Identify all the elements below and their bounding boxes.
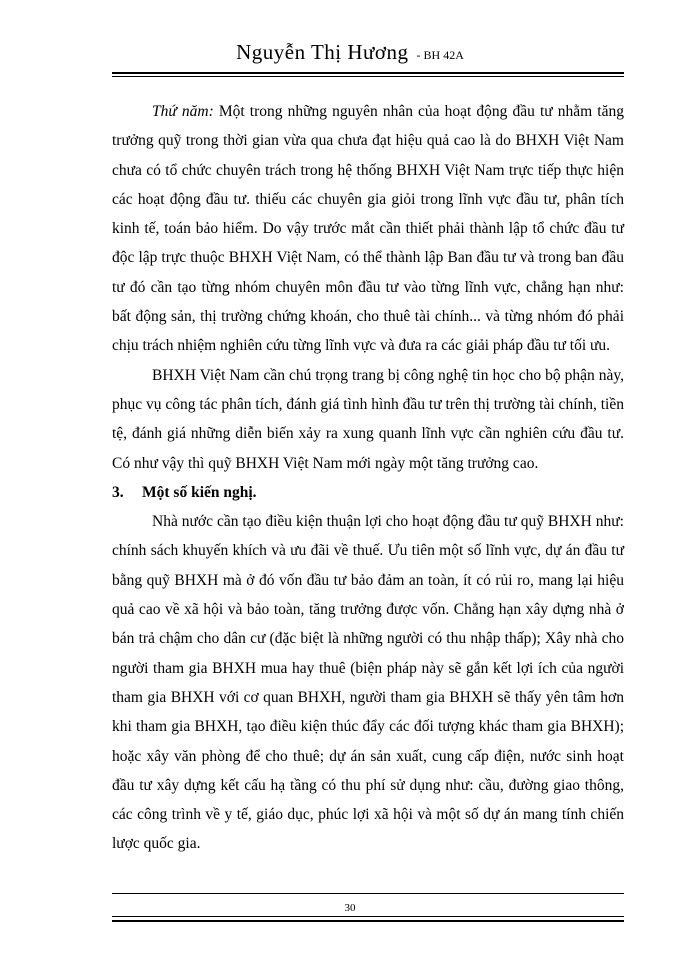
paragraph-2: BHXH Việt Nam cần chú trọng trang bị công nghệ tin học cho bộ phận này, phục vụ công tác phân tích, đánh giá tình hình đầu tư trên thị trường tài chính, tiền tệ, đánh giá những diễn biến xảy ra xung quanh lĩnh vực cần nghiên cứu đầu tư. Có như vậy thì quỹ BHXH Việt Nam mới ngày một tăng trưởng cao. (112, 366, 624, 472)
footer-rule-mid (112, 916, 624, 917)
section-number: 3. (112, 483, 124, 501)
header-rule-bottom (112, 76, 624, 77)
paragraph-3: Nhà nước cần tạo điều kiện thuận lợi cho hoạt động đầu tư quỹ BHXH như: chính sách khuyến khích và ưu đãi về thuế. Ưu tiên một số lĩnh vực, dự án đầu tư bằng quỹ BHXH mà ở đó vốn đầu tư bảo đảm an toàn, ít có rủi ro, mang lại hiệu quả cao về xã hội và bảo toàn, tăng trưởng được vốn. Chẳng hạn xây dựng nhà ở bán trả chậm cho dân cư (đặc biệt là những người có thu nhập thấp); Xây nhà cho người tham gia BHXH mua hay thuê (biện pháp này sẽ gắn kết lợi ích của người tham gia BHXH với cơ quan BHXH, người tham gia BHXH sẽ thấy yên tâm hơn khi tham gia BHXH, tạo điều kiện thúc đẩy các đối tượng khác tham gia BHXH); hoặc xây văn phòng để cho thuê; dự án sản xuất, cung cấp điện, nước sinh hoạt đầu tư xây dựng kết cấu hạ tầng có thu phí sử dụng như: cầu, đường giao thông, các công trình về y tế, giáo dục, phúc lợi xã hội và một số dự án mang tính chiến lược quốc gia. (112, 513, 624, 853)
header-rule-top (112, 72, 624, 74)
footer-rule-bottom (112, 920, 624, 922)
header-class-code: - BH 42A (416, 48, 464, 62)
page-number: 30 (344, 902, 356, 914)
footer-rule-top (112, 893, 624, 894)
paragraph-1 (112, 97, 624, 361)
page-header (0, 40, 700, 65)
header-author: Nguyễn Thị Hương (236, 40, 409, 64)
paragraph-1-leadin: Thứ năm: (152, 103, 214, 120)
paragraph-1-text: Một trong những nguyên nhân của hoạt động đầu tư nhằm tăng trưởng quỹ trong thời gian vừa qua chưa đạt hiệu quả cao là do BHXH Việt Nam chưa có tổ chức chuyên trách trong hệ thống BHXH Việt Nam trực tiếp thực hiện các hoạt động đầu tư. thiếu các chuyên gia giỏi trong lĩnh vực đầu tư, phân tích kinh tế, toán bảo hiểm. Do vậy trước mắt cần thiết phải thành lập tổ chức đầu tư độc lập trực thuộc BHXH Việt Nam, có thể thành lập Ban đầu tư và trong ban đầu tư đó cần tạo từng nhóm chuyên môn đầu tư vào từng lĩnh vực, chẳng hạn như: bất động sản, thị trường chứng khoán, cho thuê tài chính... và từng nhóm đó phải chịu trách nhiệm nghiên cứu từng lĩnh vực và đưa ra các giải pháp đầu tư tối ưu. (112, 103, 624, 355)
body-text (112, 97, 624, 859)
section-title: Một số kiến nghị. (142, 483, 257, 501)
section-heading (112, 478, 624, 507)
